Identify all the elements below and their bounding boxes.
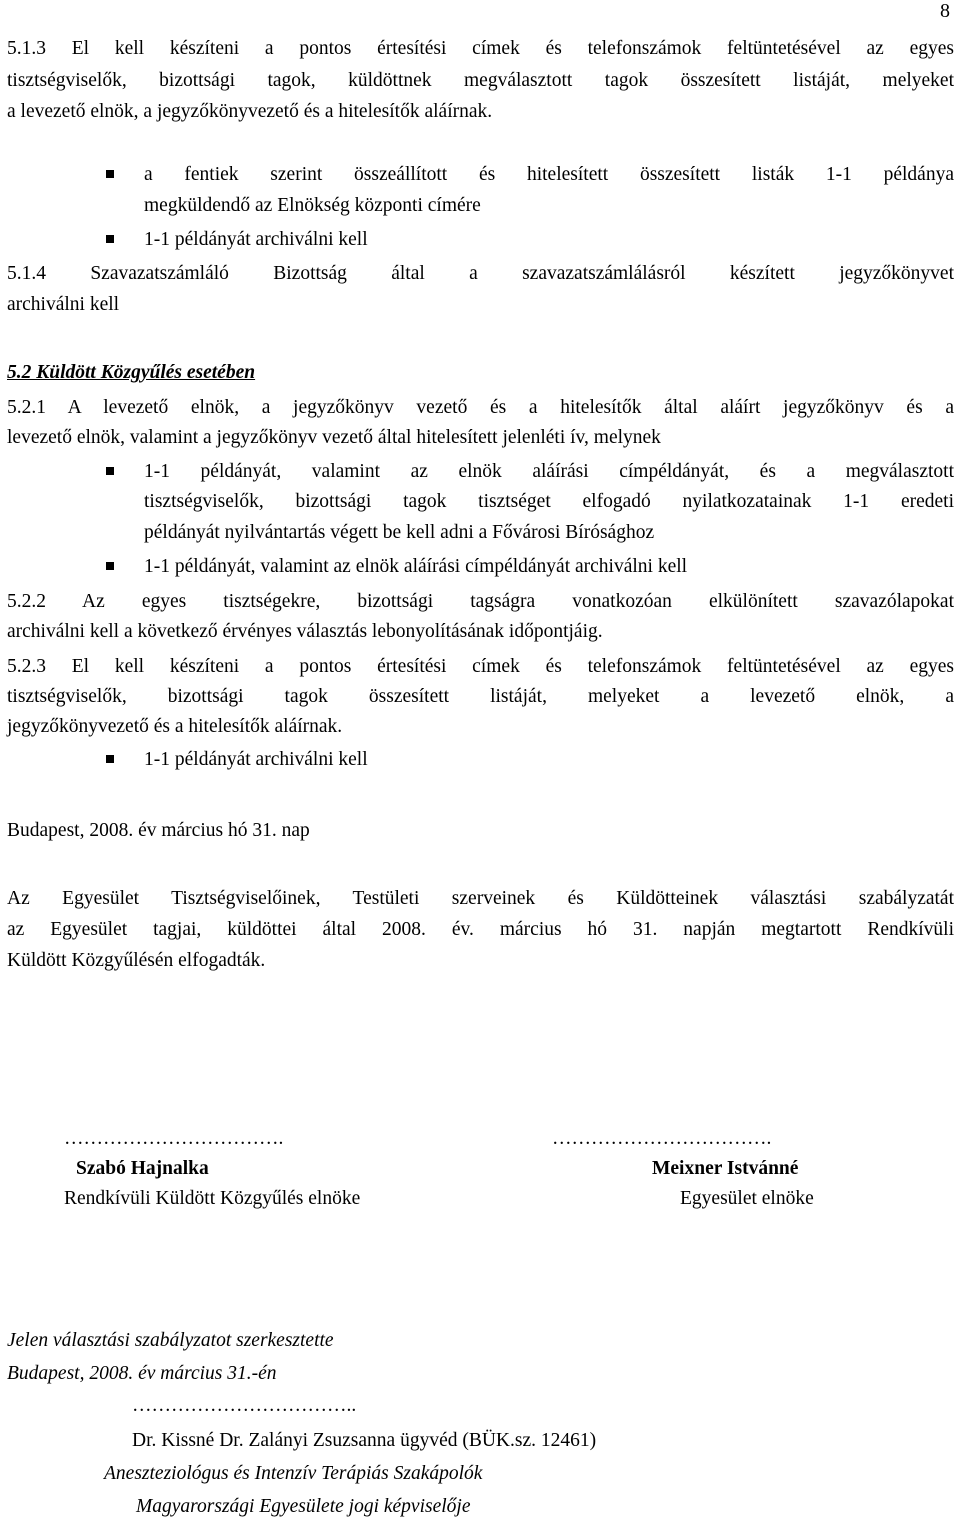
signatory-name: Meixner Istvánné [652,1158,799,1179]
signature-dots: …………………………….. [132,1395,357,1416]
bullet-marker [106,467,114,475]
organization-line: Aneszteziológus és Intenzív Terápiás Szakápolók [104,1463,483,1484]
lawyer-name: Dr. Kissné Dr. Zalányi Zsuzsanna ügyvéd (BÜK.sz. 12461) [132,1430,597,1451]
date-line: Budapest, 2008. év március hó 31. nap [7,820,310,841]
section-heading: 5.2 Küldött Közgyűlés esetében [7,362,256,383]
paragraph-line: archiválni kell [7,294,120,315]
paragraph-line: levezető elnök, valamint a jegyzőkönyv vezető által hitelesített jelenléti ív, melynek [7,427,661,448]
bullet-line: 1-1 példányát archiválni kell [144,749,368,770]
paragraph-line: 5.2.1 A levezető elnök, a jegyzőkönyv vezető és a hitelesítők által aláírt jegyzőkönyv és a [7,397,954,418]
bullet-line: példányát nyilvántartás végett be kell adni a Fővárosi Bírósághoz [144,522,655,543]
paragraph-line: 5.1.4 Szavazatszámláló Bizottság által a szavazatszámlálásról készített jegyzőkönyvet [7,263,954,284]
bullet-line: 1-1 példányát, valamint az elnök aláírási címpéldányát archiválni kell [144,556,688,577]
bullet-line: tisztségviselők, bizottsági tagok tisztséget elfogadó nyilatkozatainak 1-1 eredeti [144,491,954,512]
signatory-title: Rendkívüli Küldött Közgyűlés elnöke [64,1188,361,1209]
paragraph-line: az Egyesület tagjai, küldöttei által 2008. év. március hó 31. napján megtartott Rendkívüli [7,919,954,940]
bullet-marker [106,562,114,570]
paragraph-line: tisztségviselők, bizottsági tagok, küldöttnek megválasztott tagok összesített listáját, melyeket [7,70,954,91]
bullet-line: megküldendő az Elnökség központi címére [144,195,481,216]
bullet-line: 1-1 példányát, valamint az elnök aláírási címpéldányát, és a megválasztott [144,461,954,482]
paragraph-line: 5.1.3 El kell készíteni a pontos értesítési címek és telefonszámok feltüntetésével az egyes [7,38,954,59]
bullet-marker [106,755,114,763]
prepared-date: Budapest, 2008. év március 31.-én [7,1363,277,1384]
paragraph-line: tisztségviselők, bizottsági tagok összesített listáját, melyeket a levezető elnök, a [7,686,954,707]
paragraph-line: jegyzőkönyvezető és a hitelesítők aláírnak. [7,716,343,737]
page-number: 8 [940,0,950,22]
bullet-line: a fentiek szerint összeállított és hitelesített összesített listák 1-1 példánya [144,164,954,185]
organization-line: Magyarországi Egyesülete jogi képviselője [136,1496,471,1517]
bullet-line: 1-1 példányát archiválni kell [144,229,368,250]
paragraph-line: 5.2.2 Az egyes tisztségekre, bizottsági tagságra vonatkozóan elkülönített szavazólapokat [7,591,954,612]
signatory-name: Szabó Hajnalka [76,1158,209,1179]
paragraph-line: 5.2.3 El kell készíteni a pontos értesítési címek és telefonszámok feltüntetésével az egyes [7,656,954,677]
bullet-marker [106,235,114,243]
paragraph-line: archiválni kell a következő érvényes választás lebonyolításának időpontjáig. [7,621,603,642]
prepared-by: Jelen választási szabályzatot szerkesztette [7,1330,334,1351]
paragraph-line: a levezető elnök, a jegyzőkönyvezető és a hitelesítők aláírnak. [7,101,493,122]
signature-dots: ……………………………. [552,1128,772,1149]
signature-dots: ……………………………. [64,1128,284,1149]
signatory-title: Egyesület elnöke [680,1188,814,1209]
paragraph-line: Az Egyesület Tisztségviselőinek, Testületi szerveinek és Küldötteinek választási szabályzatát [7,888,954,909]
bullet-marker [106,170,114,178]
paragraph-line: Küldött Közgyűlésén elfogadták. [7,950,266,971]
